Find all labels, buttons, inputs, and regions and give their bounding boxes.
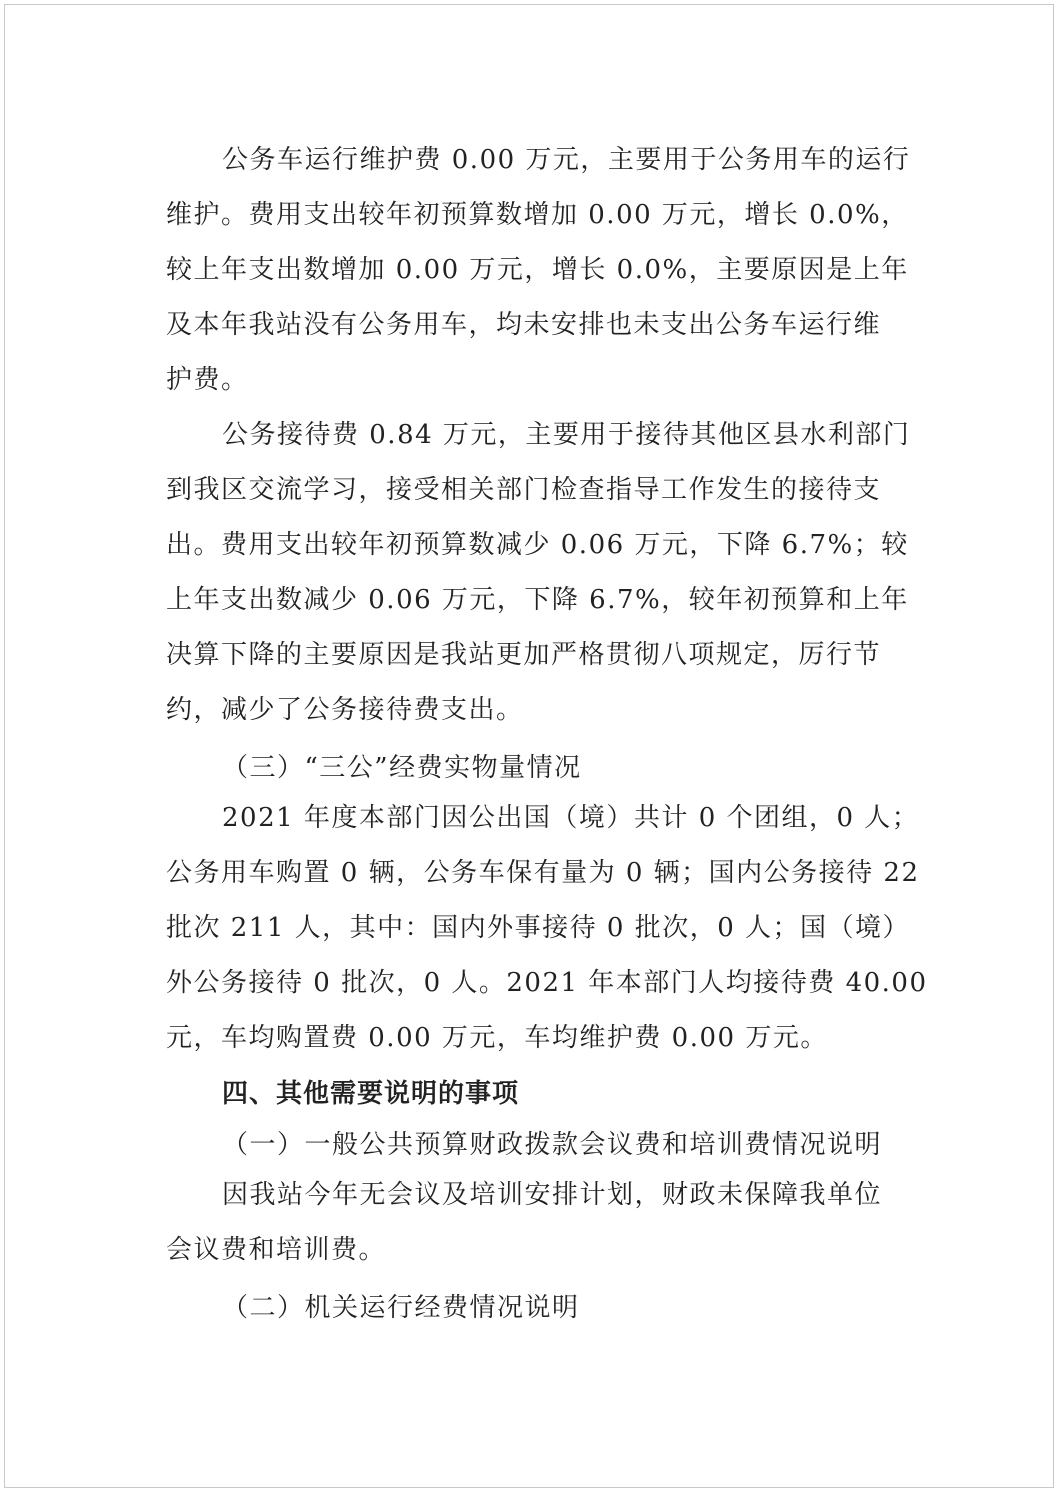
paragraph-line: 维护。费用支出较年初预算数增加 0.00 万元，增长 0.0%， — [166, 200, 909, 230]
section-heading: （三）“三公”经费实物量情况 — [222, 753, 582, 783]
paragraph-line: 外公务接待 0 批次，0 人。2021 年本部门人均接待费 40.00 — [166, 968, 928, 998]
paragraph-line: 会议费和培训费。 — [166, 1235, 387, 1265]
paragraph-line: 约，减少了公务接待费支出。 — [166, 695, 524, 725]
paragraph-line: 出。费用支出较年初预算数减少 0.06 万元，下降 6.7%；较 — [166, 530, 909, 560]
paragraph-line: 公务接待费 0.84 万元，主要用于接待其他区县水利部门 — [222, 420, 911, 450]
paragraph-line: 因我站今年无会议及培训安排计划，财政未保障我单位 — [222, 1180, 883, 1210]
paragraph-line: 公务车运行维护费 0.00 万元，主要用于公务用车的运行 — [222, 145, 911, 175]
subsection-heading: （一）一般公共预算财政拨款会议费和培训费情况说明 — [222, 1130, 883, 1160]
paragraph-line: 及本年我站没有公务用车，均未安排也未支出公务车运行维 — [166, 310, 882, 340]
section-heading: 四、其他需要说明的事项 — [222, 1079, 520, 1109]
subsection-heading: （二）机关运行经费情况说明 — [222, 1293, 580, 1323]
paragraph-line: 批次 211 人，其中：国内外事接待 0 批次，0 人；国（境） — [166, 913, 911, 943]
paragraph-line: 到我区交流学习，接受相关部门检查指导工作发生的接待支 — [166, 475, 882, 505]
paragraph-line: 元，车均购置费 0.00 万元，车均维护费 0.00 万元。 — [166, 1023, 828, 1053]
paragraph-line: 较上年支出数增加 0.00 万元，增长 0.0%，主要原因是上年 — [166, 255, 909, 285]
paragraph-line: 上年支出数减少 0.06 万元，下降 6.7%，较年初预算和上年 — [166, 585, 909, 615]
paragraph-line: 决算下降的主要原因是我站更加严格贯彻八项规定，厉行节 — [166, 640, 882, 670]
paragraph-line: 护费。 — [166, 365, 249, 395]
paragraph-line: 公务用车购置 0 辆，公务车保有量为 0 辆；国内公务接待 22 — [166, 858, 920, 888]
paragraph-line: 2021 年度本部门因公出国（境）共计 0 个团组，0 人； — [222, 803, 920, 833]
